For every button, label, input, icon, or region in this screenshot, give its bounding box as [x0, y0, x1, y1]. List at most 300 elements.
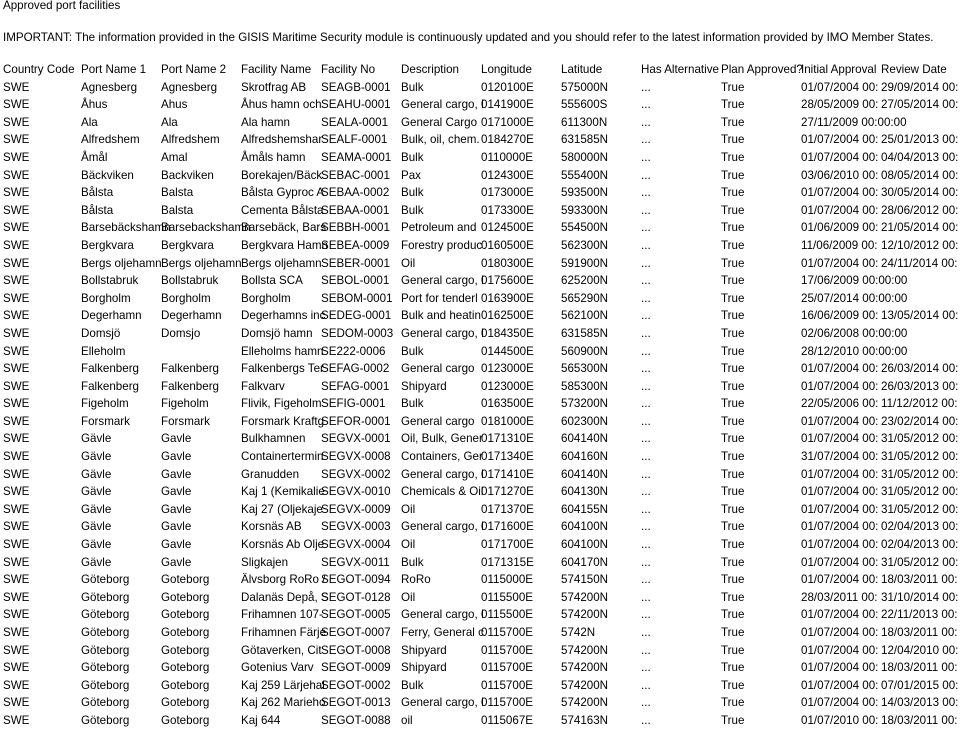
table-cell: Gavle [161, 502, 192, 516]
table-cell: Åhus [81, 98, 108, 112]
table-cell: True [721, 555, 745, 569]
table-cell: 21/05/2014 00: [881, 221, 959, 235]
table-cell: 30/05/2014 00: [881, 186, 959, 200]
column-header: Latitude [561, 63, 603, 76]
table-cell: Gävle [81, 467, 112, 481]
table-cell: 01/07/2004 00: [801, 150, 879, 164]
table-cell: Kaj 1 (Kemikalie [241, 485, 325, 499]
table-cell: Bulkhamnen [241, 432, 306, 446]
table-cell: 01/07/2004 00: [801, 608, 879, 622]
table-cell: 18/03/2011 00: [881, 573, 958, 587]
table-cell: Kaj 259 Lärjehal [241, 678, 325, 692]
table-cell: 24/11/2014 00: [881, 256, 958, 270]
table-cell: SWE [3, 133, 30, 147]
port-facilities-table [0, 61, 960, 730]
table-cell: SEGVX-0004 [321, 538, 391, 552]
table-cell: Göteborg [81, 573, 130, 587]
table-row [0, 589, 960, 607]
table-cell: SEGVX-0003 [321, 520, 391, 534]
table-cell: True [721, 291, 745, 305]
table-cell: 602300N [561, 414, 609, 428]
table-cell: 0162500E [481, 309, 534, 323]
table-cell: 0181000E [481, 414, 534, 428]
table-cell: True [721, 344, 745, 358]
table-cell: Forsmark [81, 414, 130, 428]
table-cell: ... [641, 309, 651, 323]
table-cell: True [721, 450, 745, 464]
table-cell: SEBEA-0009 [321, 238, 390, 252]
table-cell: Flivik, Figeholm [241, 397, 322, 411]
table-cell: 0120100E [481, 80, 534, 94]
table-cell: 12/10/2012 00: [881, 238, 959, 252]
table-cell: Forestry produc [401, 238, 483, 252]
table-cell: General cargo, I [401, 467, 485, 481]
table-cell: SEFAG-0002 [321, 362, 390, 376]
table-cell: SWE [3, 538, 30, 552]
column-header: Port Name 2 [161, 63, 227, 76]
table-cell: 28/12/2010 00:00:00 [801, 344, 908, 358]
table-cell: Figeholm [161, 397, 209, 411]
table-cell: 604170N [561, 555, 609, 569]
table-cell: 0163500E [481, 397, 534, 411]
table-cell: General cargo [401, 362, 475, 376]
table-cell: General Cargo [401, 115, 478, 129]
table-cell: SEALF-0001 [321, 133, 388, 147]
table-cell: Bollstabruk [81, 274, 139, 288]
table-cell: 01/07/2004 00: [801, 678, 879, 692]
table-cell: 11/12/2012 00: [881, 397, 958, 411]
table-cell: SWE [3, 467, 30, 481]
table-cell: 22/05/2006 00: [801, 397, 879, 411]
table-cell: ... [641, 80, 651, 94]
table-cell: SWE [3, 661, 30, 675]
table-cell: Falkenberg [81, 379, 140, 393]
table-cell: SEDEG-0001 [321, 309, 392, 323]
table-cell: Bergkvara [161, 238, 214, 252]
table-cell: SEFOR-0001 [321, 414, 391, 428]
table-cell: Falkenberg [161, 362, 220, 376]
table-cell: True [721, 502, 745, 516]
table-cell: SWE [3, 115, 30, 129]
table-cell: 25/07/2014 00:00:00 [801, 291, 908, 305]
table-cell: ... [641, 432, 651, 446]
table-cell: ... [641, 168, 651, 182]
table-cell: 593300N [561, 203, 609, 217]
table-cell: SWE [3, 678, 30, 692]
table-cell: Borekajen/Bäck [241, 168, 323, 182]
table-cell: SEBOM-0001 [321, 291, 393, 305]
table-cell: Barsebäck, Bars [241, 221, 327, 235]
table-cell: Goteborg [161, 696, 210, 710]
table-cell: Bergs oljehamn [241, 256, 322, 270]
table-cell: 574200N [561, 643, 609, 657]
table-cell: General cargo, I [401, 696, 485, 710]
table-cell: True [721, 80, 745, 94]
table-cell: 562300N [561, 238, 609, 252]
table-cell: 01/07/2004 00: [801, 186, 879, 200]
table-row [0, 501, 960, 519]
table-cell: SWE [3, 150, 30, 164]
table-row [0, 114, 960, 132]
table-cell: SEBER-0001 [321, 256, 390, 270]
table-cell: 02/04/2013 00: [881, 538, 959, 552]
table-row [0, 202, 960, 220]
table-cell: General cargo, I [401, 520, 485, 534]
column-header: Plan Approved? [721, 63, 803, 76]
table-cell: True [721, 678, 745, 692]
table-cell: 01/07/2004 00: [801, 362, 879, 376]
table-row [0, 554, 960, 572]
table-cell: Pax [401, 168, 421, 182]
table-row [0, 536, 960, 554]
table-cell: Containers, Ger [401, 450, 483, 464]
table-cell: 28/05/2009 00: [801, 98, 879, 112]
table-cell: Ala [161, 115, 178, 129]
column-header: Has Alternative [641, 63, 719, 76]
table-cell: SWE [3, 362, 30, 376]
table-cell: Degerhamn [81, 309, 142, 323]
table-cell: Borgholm [161, 291, 211, 305]
table-cell: 0171315E [481, 555, 534, 569]
table-cell: 0123000E [481, 362, 534, 376]
table-cell: 31/05/2012 00: [881, 432, 959, 446]
table-row [0, 430, 960, 448]
table-cell: Gävle [81, 485, 112, 499]
table-cell: 0184270E [481, 133, 534, 147]
table-cell: SWE [3, 502, 30, 516]
table-cell: SEGVX-0001 [321, 432, 391, 446]
table-cell: Forsmark [161, 414, 210, 428]
table-cell: SEAGB-0001 [321, 80, 391, 94]
table-cell: True [721, 397, 745, 411]
table-cell: Goteborg [161, 590, 210, 604]
table-cell: Bålsta [81, 203, 114, 217]
table-cell: Gavle [161, 450, 192, 464]
table-cell: 0115700E [481, 626, 534, 639]
table-row [0, 149, 960, 167]
table-cell: 604140N [561, 432, 609, 446]
table-cell: Kaj 27 (Oljekaje [241, 502, 323, 516]
table-cell: 18/03/2011 00: [881, 626, 958, 639]
table-cell: 18/03/2011 00: [881, 661, 958, 675]
table-cell: Bulk and heatin [401, 309, 481, 323]
table-cell: SWE [3, 238, 30, 252]
table-cell: ... [641, 186, 651, 200]
table-cell: 585300N [561, 379, 609, 393]
table-cell: 631585N [561, 326, 609, 340]
table-cell: 604155N [561, 502, 609, 516]
table-cell: SWE [3, 344, 30, 358]
table-cell: SWE [3, 256, 30, 270]
table-cell: 25/01/2013 00: [881, 133, 959, 147]
table-cell: 11/06/2009 00: [801, 238, 878, 252]
table-cell: Falkenberg [81, 362, 140, 376]
table-cell: Oil [401, 502, 416, 516]
table-cell: SEFAG-0001 [321, 379, 390, 393]
table-cell: ... [641, 661, 651, 675]
table-cell: True [721, 203, 745, 217]
table-cell: Borgholm [81, 291, 131, 305]
table-row [0, 448, 960, 466]
table-cell: 0171600E [481, 520, 534, 534]
table-cell: Chemicals & Oil [401, 485, 484, 499]
table-cell: SEDOM-0003 [321, 326, 394, 340]
table-cell: Kaj 262 Marieho [241, 696, 326, 710]
table-cell: 31/05/2012 00: [881, 485, 959, 499]
table-cell: ... [641, 291, 651, 305]
table-cell: 01/07/2004 00: [801, 573, 879, 587]
table-cell: 565290N [561, 291, 609, 305]
table-cell: SEGOT-0007 [321, 626, 391, 639]
table-cell: SEBOL-0001 [321, 274, 390, 288]
table-cell: Åmåls hamn [241, 150, 306, 164]
table-cell: 0171270E [481, 485, 534, 499]
table-cell: 604100N [561, 538, 609, 552]
table-cell: Degerhamns inc [241, 309, 326, 323]
table-cell: ... [641, 538, 651, 552]
table-cell: Oil, Bulk, Gener [401, 432, 483, 446]
table-cell: 01/07/2004 00: [801, 643, 879, 657]
table-row [0, 571, 960, 589]
table-cell: 01/07/2004 00: [801, 626, 879, 639]
table-cell: Ala [81, 115, 98, 129]
table-cell: True [721, 238, 745, 252]
table-cell: True [721, 590, 745, 604]
table-cell: True [721, 98, 745, 112]
table-cell: Alfredshemshar [241, 133, 323, 147]
table-cell: 0184350E [481, 326, 534, 340]
table-cell: General cargo, I [401, 274, 485, 288]
table-cell: 27/05/2014 00: [881, 98, 959, 112]
table-cell: Alfredshem [161, 133, 220, 147]
table-cell: SWE [3, 485, 30, 499]
table-cell: Kaj 644 [241, 713, 281, 727]
table-cell: SEGVX-0008 [321, 450, 391, 464]
table-cell: Goteborg [161, 678, 210, 692]
table-cell: Dalanäs Depå, S [241, 590, 329, 604]
table-cell: Göteborg [81, 713, 130, 727]
table-cell: 5742N [561, 626, 596, 639]
table-cell: 02/04/2013 00: [881, 520, 959, 534]
table-cell: Cementa Bålsta [241, 203, 324, 217]
table-cell: 13/05/2014 00: [881, 309, 959, 323]
table-cell: True [721, 520, 745, 534]
table-cell: ... [641, 133, 651, 147]
table-cell [158, 343, 238, 361]
table-cell: Gävle [81, 555, 112, 569]
table-cell: Älvsborg RoRo / [241, 573, 326, 587]
column-header: Port Name 1 [81, 63, 147, 76]
table-row [0, 96, 960, 114]
table-cell: SWE [3, 274, 30, 288]
table-cell: Petroleum and [401, 221, 477, 235]
table-cell: SWE [3, 186, 30, 200]
table-cell: ... [641, 696, 651, 710]
table-cell: General cargo, I [401, 98, 485, 112]
table-cell: 554500N [561, 221, 609, 235]
table-cell: SEGOT-0005 [321, 608, 391, 622]
table-cell: Bollsta SCA [241, 274, 303, 288]
table-cell: SWE [3, 309, 30, 323]
table-cell: 23/02/2014 00: [881, 414, 959, 428]
table-cell: ... [641, 221, 651, 235]
table-row [0, 694, 960, 712]
table-row [0, 413, 960, 431]
table-cell: Goteborg [161, 713, 210, 727]
column-header: Facility Name [241, 63, 312, 76]
table-cell: 01/07/2004 00: [801, 520, 879, 534]
table-row [0, 255, 960, 273]
table-cell: 01/07/2004 00: [801, 696, 879, 710]
table-cell: 574200N [561, 678, 609, 692]
table-cell: Gavle [161, 555, 192, 569]
table-cell: Balsta [161, 203, 194, 217]
table-cell: ... [641, 485, 651, 499]
table-cell: ... [641, 203, 651, 217]
table-cell: Bäckviken [81, 168, 134, 182]
table-cell: 0173000E [481, 186, 534, 200]
table-cell: Port for tenderl [401, 291, 478, 305]
column-header: Facility No [321, 63, 376, 76]
table-cell: SEBAA-0001 [321, 203, 390, 217]
table-cell: 574163N [561, 713, 609, 727]
table-cell: 16/06/2009 00: [801, 309, 879, 323]
table-cell: Bergs oljehamn [81, 256, 162, 270]
table-cell: Bergs oljehamn [161, 256, 242, 270]
table-cell: Gävle [81, 432, 112, 446]
table-cell: True [721, 221, 745, 235]
table-cell: SE222-0006 [321, 344, 386, 358]
table-cell: 0171340E [481, 450, 534, 464]
table-cell: 08/05/2014 00: [881, 168, 959, 182]
table-cell: Gavle [161, 538, 192, 552]
table-cell: Gävle [81, 538, 112, 552]
table-cell: Göteborg [81, 608, 130, 622]
table-cell: Shipyard [401, 643, 447, 657]
table-cell: 01/07/2004 00: [801, 661, 879, 675]
table-cell: Bålsta [81, 186, 114, 200]
table-cell: ... [641, 450, 651, 464]
table-cell: Gavle [161, 467, 192, 481]
table-cell: 573200N [561, 397, 609, 411]
table-cell: Shipyard [401, 379, 447, 393]
table-cell: 0141900E [481, 98, 534, 112]
table-cell: 01/07/2010 00: [801, 713, 879, 727]
table-cell: ... [641, 643, 651, 657]
table-cell: SEBAC-0001 [321, 168, 390, 182]
table-row [0, 360, 960, 378]
table-header-row [0, 61, 960, 79]
table-cell: 01/06/2009 00: [801, 221, 879, 235]
table-row [0, 131, 960, 149]
table-cell: True [721, 186, 745, 200]
table-cell: ... [641, 467, 651, 481]
table-cell: Göteborg [81, 643, 130, 657]
page-title: Approved port facilities [3, 0, 121, 12]
table-cell: Barsebackshamn [161, 221, 251, 235]
table-cell: SWE [3, 713, 30, 727]
table-cell: 574200N [561, 661, 609, 675]
table-cell: SWE [3, 379, 30, 393]
table-cell: ... [641, 238, 651, 252]
table-row [0, 642, 960, 660]
table-cell: Ferry, General c [401, 626, 484, 639]
table-cell: Borgholm [241, 291, 291, 305]
table-cell: SWE [3, 573, 30, 587]
table-cell: Gävle [81, 502, 112, 516]
table-cell: 631585N [561, 133, 609, 147]
table-cell: SWE [3, 326, 30, 340]
table-cell: Bollstabruk [161, 274, 219, 288]
table-cell: ... [641, 414, 651, 428]
table-row [0, 184, 960, 202]
table-cell: 0115000E [481, 573, 534, 587]
table-cell: SEGVX-0002 [321, 467, 391, 481]
table-cell: 01/07/2004 00: [801, 80, 879, 94]
table-cell: 01/07/2004 00: [801, 485, 879, 499]
table-cell: Backviken [161, 168, 214, 182]
table-cell: True [721, 256, 745, 270]
table-cell: SWE [3, 98, 30, 112]
table-cell: 0160500E [481, 238, 534, 252]
table-cell: SWE [3, 520, 30, 534]
table-cell: Domsjö hamn [241, 326, 313, 340]
table-cell: ... [641, 256, 651, 270]
table-cell: 604160N [561, 450, 609, 464]
table-cell: SEGOT-0088 [321, 713, 391, 727]
table-cell: Domsjo [161, 326, 201, 340]
table-cell: 580000N [561, 150, 609, 164]
table-cell: SEBAA-0002 [321, 186, 390, 200]
table-cell: 18/03/2011 00: [881, 713, 958, 727]
table-cell: Elleholm [81, 344, 126, 358]
table-row [0, 79, 960, 97]
table-cell: 0173300E [481, 203, 534, 217]
table-cell: SEAMA-0001 [321, 150, 392, 164]
table-cell: 0144500E [481, 344, 534, 358]
table-cell: Bulk, oil, chem. [401, 133, 480, 147]
table-cell: 22/11/2013 00: [881, 608, 958, 622]
table-cell: True [721, 379, 745, 393]
table-cell: 574150N [561, 573, 609, 587]
table-cell: ... [641, 344, 651, 358]
table-cell: 0124500E [481, 221, 534, 235]
table-cell: Ala hamn [241, 115, 290, 129]
table-cell: Åhus hamn och [241, 98, 322, 112]
table-cell: ... [641, 326, 651, 340]
table-cell: 0115700E [481, 696, 534, 710]
column-header: Longitude [481, 63, 532, 76]
table-cell: SEGOT-0002 [321, 678, 391, 692]
table-cell: Goteborg [161, 608, 210, 622]
table-cell: 03/06/2010 00: [801, 168, 879, 182]
table-cell: ... [641, 678, 651, 692]
table-cell: Frihamnen 107- [241, 608, 323, 622]
table-cell: 02/06/2008 00:00:00 [801, 326, 908, 340]
table-cell: SEGOT-0013 [321, 696, 391, 710]
table-row [0, 483, 960, 501]
table-row [0, 237, 960, 255]
table-cell: oil [401, 713, 413, 727]
table-cell: 28/06/2012 00: [881, 203, 959, 217]
table-cell: 0115700E [481, 643, 534, 657]
table-cell: 593500N [561, 186, 609, 200]
table-cell: 625200N [561, 274, 609, 288]
table-cell: SWE [3, 414, 30, 428]
table-cell: SWE [3, 80, 30, 94]
table-cell: 0115500E [481, 590, 534, 604]
table-cell: Bergkvara [81, 238, 134, 252]
